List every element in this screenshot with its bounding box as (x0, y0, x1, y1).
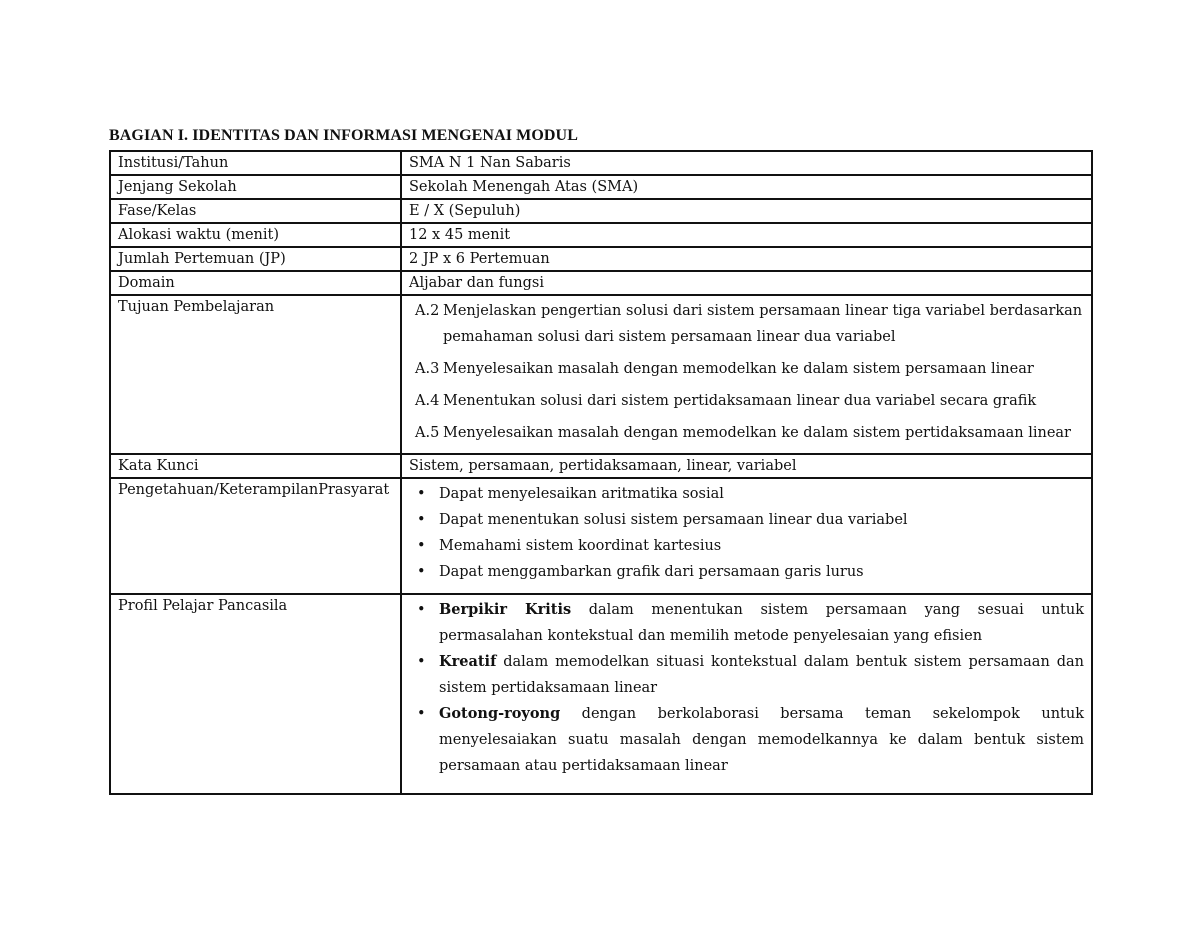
objective-code: A.3 (415, 361, 440, 377)
profile-list (409, 597, 1084, 779)
row-domain (110, 271, 1092, 295)
row-tujuan (110, 295, 1092, 454)
section-title: BAGIAN I. IDENTITAS DAN INFORMASI MENGENAI MODUL (109, 127, 578, 144)
bullet-icon: • (417, 512, 426, 528)
profile-text: dalam menentukan sistem persamaan yang sesuai untuk permasalahan kontekstual dan memilih metode penyelesaian yang efisien (439, 602, 1084, 644)
bullet-icon: • (417, 486, 426, 502)
row-label: Institusi/Tahun (110, 151, 401, 175)
row-label: Kata Kunci (110, 454, 401, 478)
row-label: Domain (110, 271, 401, 295)
row-institusi (110, 151, 1092, 175)
objective-code: A.5 (415, 425, 440, 441)
profile-term: Gotong-royong (439, 705, 561, 722)
row-label: Jenjang Sekolah (110, 175, 401, 199)
bullet-icon: • (417, 564, 426, 580)
bullet-icon: • (417, 602, 426, 618)
row-value: SMA N 1 Nan Sabaris (401, 151, 1092, 175)
row-label: Alokasi waktu (menit) (110, 223, 401, 247)
row-jenjang (110, 175, 1092, 199)
bullet-icon: • (417, 654, 426, 670)
objective-item (409, 420, 1084, 446)
objective-text: Menentukan solusi dari sistem pertidaksamaan linear dua variabel secara grafik (443, 393, 1037, 409)
prerequisites-list-cell (401, 478, 1092, 594)
row-label: Jumlah Pertemuan (JP) (110, 247, 401, 271)
row-kata-kunci (110, 454, 1092, 478)
objective-text: Menyelesaikan masalah dengan memodelkan ke dalam sistem persamaan linear (443, 361, 1034, 377)
row-value: Aljabar dan fungsi (401, 271, 1092, 295)
profile-list-cell (401, 594, 1092, 794)
objective-item (409, 388, 1084, 414)
list-item-text: Dapat menentukan solusi sistem persamaan linear dua variabel (439, 512, 908, 528)
list-item (409, 533, 1084, 559)
profile-term: Kreatif (439, 653, 497, 670)
row-label: Tujuan Pembelajaran (110, 295, 401, 454)
row-profil (110, 594, 1092, 794)
objective-code: A.4 (415, 393, 440, 409)
row-value: E / X (Sepuluh) (401, 199, 1092, 223)
row-prasyarat (110, 478, 1092, 594)
row-value: Sistem, persamaan, pertidaksamaan, linear, variabel (401, 454, 1092, 478)
objective-item (409, 298, 1084, 350)
objective-item (409, 356, 1084, 382)
list-item-text: Dapat menggambarkan grafik dari persamaan garis lurus (439, 564, 864, 580)
profile-term: Berpikir Kritis (439, 601, 572, 618)
objectives-list (401, 295, 1092, 454)
module-identity-table (109, 150, 1093, 795)
list-item (409, 507, 1084, 533)
list-item (409, 701, 1084, 779)
row-value: 2 JP x 6 Pertemuan (401, 247, 1092, 271)
list-item-text: Memahami sistem koordinat kartesius (439, 538, 722, 554)
row-label: Pengetahuan/KeterampilanPrasyarat (110, 478, 401, 594)
list-item (409, 481, 1084, 507)
row-fase (110, 199, 1092, 223)
bullet-icon: • (417, 706, 426, 722)
prerequisites-list (409, 481, 1084, 585)
bullet-icon: • (417, 538, 426, 554)
list-item (409, 559, 1084, 585)
list-item (409, 597, 1084, 649)
list-item (409, 649, 1084, 701)
row-value: 12 x 45 menit (401, 223, 1092, 247)
row-alokasi (110, 223, 1092, 247)
profile-text: dalam memodelkan situasi kontekstual dalam bentuk sistem persamaan dan sistem pertidaksamaan linear (439, 654, 1084, 696)
objective-text: Menyelesaikan masalah dengan memodelkan ke dalam sistem pertidaksamaan linear (443, 425, 1071, 441)
row-label: Profil Pelajar Pancasila (110, 594, 401, 794)
objective-code: A.2 (415, 303, 440, 319)
row-label: Fase/Kelas (110, 199, 401, 223)
profile-text: dengan berkolaborasi bersama teman sekelompok untuk menyelesaiakan suatu masalah dengan memodelkannya ke dalam bentuk sistem persamaan atau pertidaksamaan linear (439, 706, 1084, 774)
row-pertemuan (110, 247, 1092, 271)
objective-text: Menjelaskan pengertian solusi dari sistem persamaan linear tiga variabel berdasarkan pemahaman solusi dari sistem persamaan linear dua variabel (443, 303, 1083, 345)
list-item-text: Dapat menyelesaikan aritmatika sosial (439, 486, 724, 502)
row-value: Sekolah Menengah Atas (SMA) (401, 175, 1092, 199)
